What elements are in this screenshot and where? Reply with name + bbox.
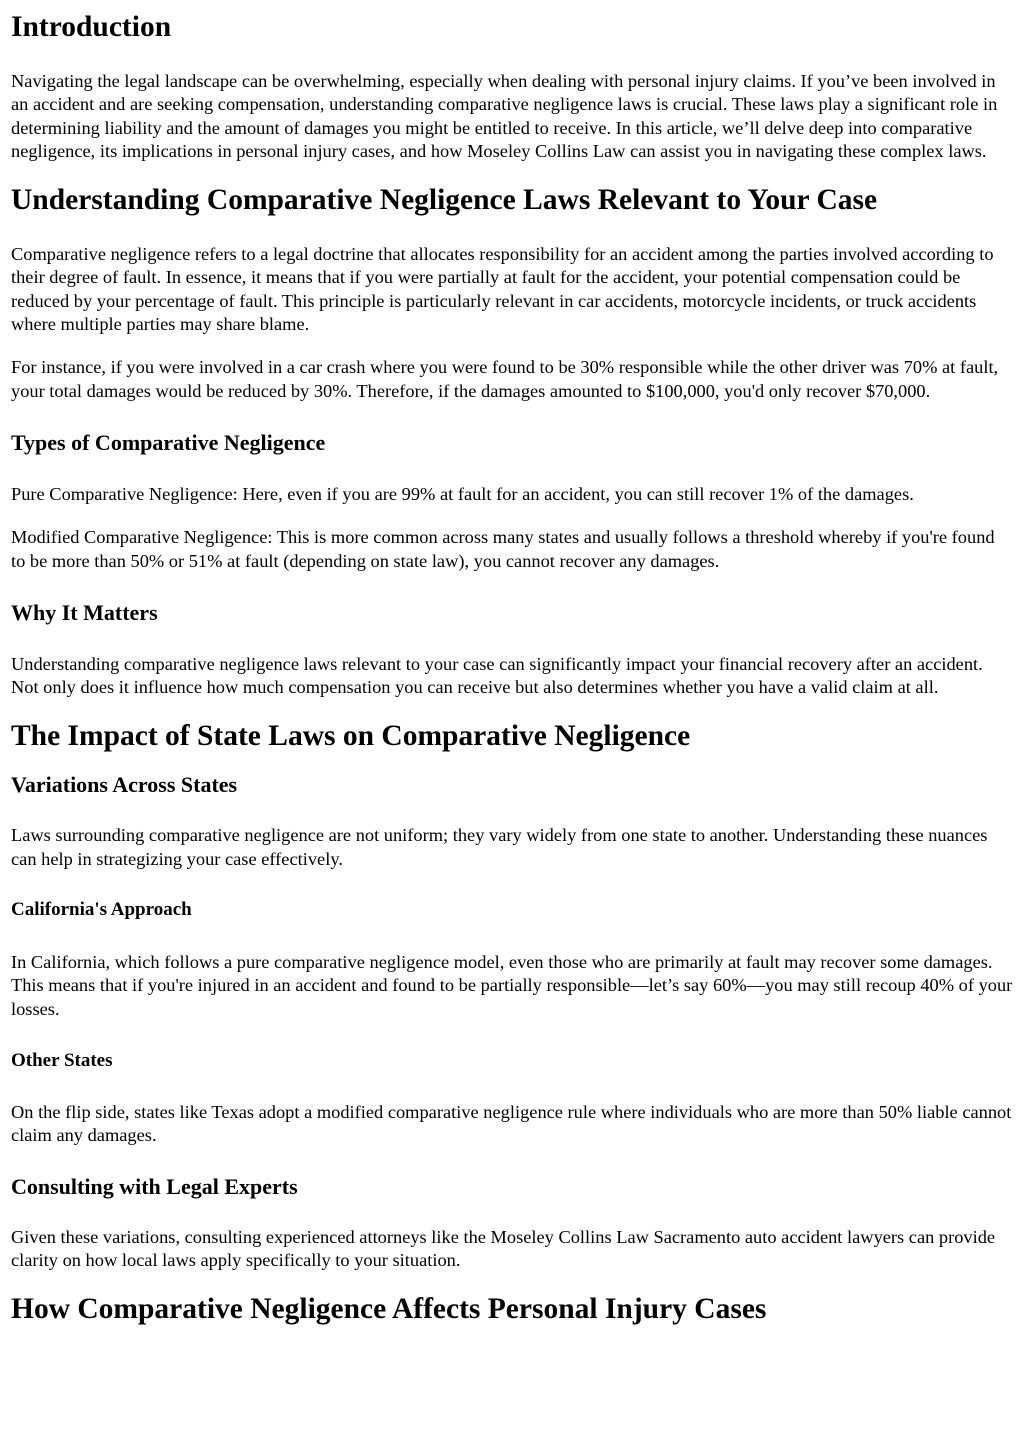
types-heading: Types of Comparative Negligence xyxy=(11,429,326,455)
variations-paragraph: Laws surrounding comparative negligence are not uniform; they vary widely from one state to another. Understanding these nuances can help in strategizing your case effectively. xyxy=(11,825,988,869)
introduction-heading: Introduction xyxy=(11,11,172,43)
consulting-heading: Consulting with Legal Experts xyxy=(11,1173,298,1199)
consulting-paragraph: Given these variations, consulting experienced attorneys like the Moseley Collins Law Sacramento auto accident lawyers can provide clarity on how local laws apply specifically to your situation. xyxy=(11,1226,996,1270)
why-it-matters-paragraph: Understanding comparative negligence laws relevant to your case can significantly impact your financial recovery after an accident. Not only does it influence how much compensation you can receive but also determines whether you have a valid claim at all. xyxy=(11,653,983,698)
california-heading: California's Approach xyxy=(11,899,192,921)
introduction-paragraph: Navigating the legal landscape can be overwhelming, especially when dealing with personal injury claims. If you’ve been involved in an accident and are seeking compensation, understanding comparative negligence laws is crucial. These laws play a significant role in determining liability and the amount of damages you might be entitled to receive. In this article, we’ll delve deep into comparative negligence, its implications in personal injury cases, and how Moseley Collins Law can assist you in navigating these complex laws. xyxy=(11,71,998,161)
why-it-matters-heading: Why It Matters xyxy=(11,599,158,625)
how-it-affects-heading: How Comparative Negligence Affects Personal Injury Cases xyxy=(11,1293,767,1326)
variations-heading: Variations Across States xyxy=(11,772,238,798)
california-paragraph: In California, which follows a pure comparative negligence model, even those who are primarily at fault may recover some damages. This means that if you're injured in an accident and found to be partially responsible—let’s say 60%—you may still recoup 40% of your losses. xyxy=(11,952,1013,1019)
understanding-paragraph-2: For instance, if you were involved in a car crash where you were found to be 30% responsible while the other driver was 70% at fault, your total damages would be reduced by 30%. Therefore, if the damages amounted to $100,000, you'd only recover $70,000. xyxy=(11,357,999,401)
pure-negligence-paragraph: Pure Comparative Negligence: Here, even if you are 99% at fault for an accident, you can still recover 1% of the damages. xyxy=(11,483,914,504)
understanding-heading: Understanding Comparative Negligence Laws Relevant to Your Case xyxy=(11,184,878,217)
other-states-paragraph: On the flip side, states like Texas adopt a modified comparative negligence rule where individuals who are more than 50% liable cannot claim any damages. xyxy=(11,1101,1012,1146)
modified-negligence-paragraph: Modified Comparative Negligence: This is more common across many states and usually follows a threshold whereby if you're found to be more than 50% or 51% at fault (depending on state law), you cannot recover any damages. xyxy=(11,527,995,571)
other-states-heading: Other States xyxy=(11,1049,113,1071)
understanding-paragraph-1: Comparative negligence refers to a legal doctrine that allocates responsibility for an accident among the parties involved according to their degree of fault. In essence, it means that if you were partially at fault for the accident, your potential compensation could be reduced by your percentage of fault. This principle is particularly relevant in car accidents, motorcycle incidents, or truck accidents where multiple parties may share blame. xyxy=(11,244,994,335)
impact-heading: The Impact of State Laws on Comparative Negligence xyxy=(11,720,691,753)
